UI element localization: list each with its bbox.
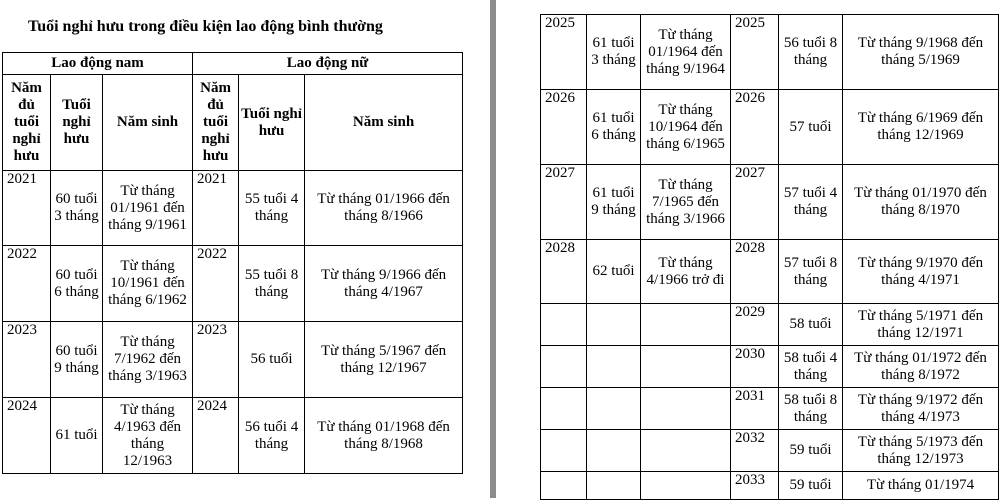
table-row — [541, 304, 999, 346]
retirement-table-part-1 — [2, 52, 463, 474]
male-age-cell: 61 tuổi — [51, 398, 103, 474]
female-birth-cell: Từ tháng 01/1972 đến tháng 8/1972 — [843, 346, 999, 388]
table-row — [541, 90, 999, 165]
female-year-cell: 2021 — [193, 171, 239, 246]
female-age-cell: 57 tuổi — [779, 90, 843, 165]
male-birth-cell: Từ tháng 7/1962 đến tháng 3/1963 — [103, 322, 193, 398]
male-year-cell: 2021 — [3, 171, 51, 246]
male-birth-cell — [641, 388, 731, 430]
male-age-cell — [587, 388, 641, 430]
female-birth-cell: Từ tháng 5/1973 đến tháng 12/1973 — [843, 430, 999, 472]
female-birth-cell: Từ tháng 5/1971 đến tháng 12/1971 — [843, 304, 999, 346]
male-birth-cell: Từ tháng 4/1966 trở đi — [641, 240, 731, 304]
male-birth-cell: Từ tháng 01/1964 đến tháng 9/1964 — [641, 15, 731, 90]
table-row — [541, 165, 999, 240]
male-year-cell — [541, 304, 587, 346]
female-year-cell: 2032 — [731, 430, 779, 472]
female-birth-header: Năm sinh — [305, 75, 463, 171]
male-birth-cell: Từ tháng 10/1964 đến tháng 6/1965 — [641, 90, 731, 165]
female-year-cell: 2022 — [193, 246, 239, 322]
male-year-header: Năm đủ tuổi nghỉ hưu — [3, 75, 51, 171]
female-birth-cell: Từ tháng 9/1966 đến tháng 4/1967 — [305, 246, 463, 322]
male-birth-cell — [641, 430, 731, 472]
male-year-cell — [541, 472, 587, 500]
female-year-cell: 2029 — [731, 304, 779, 346]
male-age-cell — [587, 472, 641, 500]
male-age-cell — [587, 346, 641, 388]
female-birth-cell: Từ tháng 01/1966 đến tháng 8/1966 — [305, 171, 463, 246]
male-birth-cell: Từ tháng 4/1963 đến tháng 12/1963 — [103, 398, 193, 474]
table-row — [541, 388, 999, 430]
male-age-cell: 62 tuổi — [587, 240, 641, 304]
female-birth-cell: Từ tháng 6/1969 đến tháng 12/1969 — [843, 90, 999, 165]
female-year-cell: 2031 — [731, 388, 779, 430]
table-row — [541, 430, 999, 472]
female-year-cell: 2025 — [731, 15, 779, 90]
table-row — [541, 240, 999, 304]
male-year-cell: 2026 — [541, 90, 587, 165]
table-row — [3, 398, 463, 474]
male-birth-cell: Từ tháng 10/1961 đến tháng 6/1962 — [103, 246, 193, 322]
male-age-cell: 61 tuổi 3 tháng — [587, 15, 641, 90]
male-birth-cell: Từ tháng 7/1965 đến tháng 3/1966 — [641, 165, 731, 240]
male-group-header: Lao động nam — [3, 53, 193, 75]
female-age-cell: 58 tuổi 4 tháng — [779, 346, 843, 388]
male-birth-cell: Từ tháng 01/1961 đến tháng 9/1961 — [103, 171, 193, 246]
female-year-cell: 2026 — [731, 90, 779, 165]
female-age-header: Tuổi nghỉ hưu — [239, 75, 305, 171]
right-table-body — [541, 15, 999, 500]
male-birth-header: Năm sinh — [103, 75, 193, 171]
male-age-cell: 61 tuổi 6 tháng — [587, 90, 641, 165]
document-title: Tuổi nghỉ hưu trong điều kiện lao động bình thường — [28, 18, 383, 35]
male-year-cell: 2027 — [541, 165, 587, 240]
male-birth-cell — [641, 304, 731, 346]
male-year-cell: 2022 — [3, 246, 51, 322]
female-year-cell: 2027 — [731, 165, 779, 240]
male-age-cell: 60 tuổi 3 tháng — [51, 171, 103, 246]
female-age-cell: 56 tuổi 4 tháng — [239, 398, 305, 474]
female-birth-cell: Từ tháng 01/1974 — [843, 472, 999, 500]
page-divider — [490, 0, 496, 498]
female-age-cell: 56 tuổi — [239, 322, 305, 398]
female-birth-cell: Từ tháng 01/1968 đến tháng 8/1968 — [305, 398, 463, 474]
female-birth-cell: Từ tháng 9/1972 đến tháng 4/1973 — [843, 388, 999, 430]
table-row — [3, 246, 463, 322]
female-year-cell: 2030 — [731, 346, 779, 388]
male-year-cell: 2023 — [3, 322, 51, 398]
female-age-cell: 58 tuổi — [779, 304, 843, 346]
male-birth-cell — [641, 472, 731, 500]
female-year-cell: 2028 — [731, 240, 779, 304]
female-birth-cell: Từ tháng 9/1968 đến tháng 5/1969 — [843, 15, 999, 90]
male-year-cell: 2028 — [541, 240, 587, 304]
female-birth-cell: Từ tháng 5/1967 đến tháng 12/1967 — [305, 322, 463, 398]
female-age-cell: 57 tuổi 4 tháng — [779, 165, 843, 240]
male-year-cell: 2025 — [541, 15, 587, 90]
table-row — [3, 171, 463, 246]
female-year-cell: 2033 — [731, 472, 779, 500]
female-age-cell: 55 tuổi 4 tháng — [239, 171, 305, 246]
male-age-cell: 60 tuổi 9 tháng — [51, 322, 103, 398]
male-age-cell: 60 tuổi 6 tháng — [51, 246, 103, 322]
female-age-cell: 56 tuổi 8 tháng — [779, 15, 843, 90]
female-birth-cell: Từ tháng 01/1970 đến tháng 8/1970 — [843, 165, 999, 240]
female-age-cell: 57 tuổi 8 tháng — [779, 240, 843, 304]
table-row — [3, 322, 463, 398]
male-year-cell — [541, 346, 587, 388]
male-age-cell — [587, 430, 641, 472]
male-year-cell: 2024 — [3, 398, 51, 474]
female-year-cell: 2024 — [193, 398, 239, 474]
female-birth-cell: Từ tháng 9/1970 đến tháng 4/1971 — [843, 240, 999, 304]
retirement-table-part-2 — [540, 14, 999, 500]
female-group-header: Lao động nữ — [193, 53, 463, 75]
female-age-cell: 58 tuổi 8 tháng — [779, 388, 843, 430]
female-age-cell: 59 tuổi — [779, 430, 843, 472]
male-year-cell — [541, 430, 587, 472]
female-age-cell: 55 tuổi 8 tháng — [239, 246, 305, 322]
male-age-cell — [587, 304, 641, 346]
female-year-cell: 2023 — [193, 322, 239, 398]
left-table-body — [3, 171, 463, 474]
male-birth-cell — [641, 346, 731, 388]
table-row — [541, 346, 999, 388]
table-row — [541, 472, 999, 500]
table-row — [541, 15, 999, 90]
male-age-cell: 61 tuổi 9 tháng — [587, 165, 641, 240]
male-year-cell — [541, 388, 587, 430]
male-age-header: Tuổi nghỉ hưu — [51, 75, 103, 171]
female-age-cell: 59 tuổi — [779, 472, 843, 500]
female-year-header: Năm đủ tuổi nghỉ hưu — [193, 75, 239, 171]
